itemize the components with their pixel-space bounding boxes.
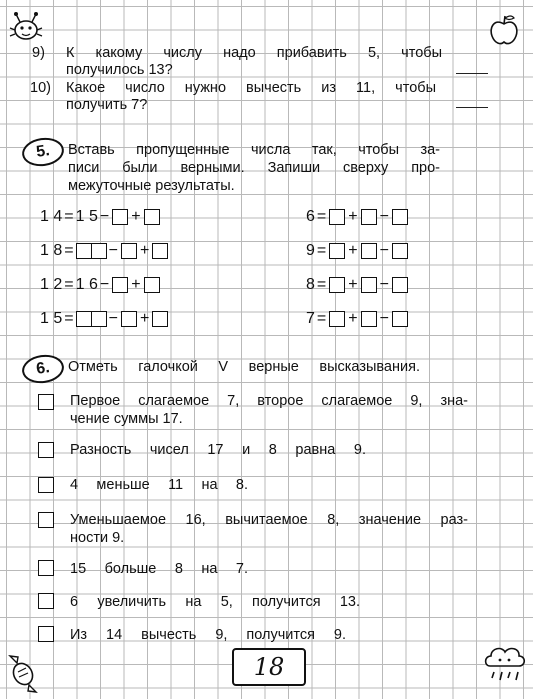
statement-1-line2: чение суммы 17.: [70, 411, 183, 427]
expr-right-4-eq: =: [316, 310, 327, 327]
expr-left-3-eq: =: [64, 276, 74, 293]
statement-4-line2: ности 9.: [70, 530, 125, 546]
task9-answer-line[interactable]: [456, 73, 488, 74]
expr-right-3-a: 8: [306, 276, 315, 293]
plus-sign: +: [348, 310, 358, 327]
answer-box[interactable]: [329, 311, 345, 327]
minus-sign: −: [99, 276, 110, 293]
answer-box[interactable]: [392, 311, 408, 327]
double-answer-box[interactable]: [76, 311, 107, 327]
statement-7-line1: Из 14 вычесть 9, получится 9.: [70, 627, 346, 643]
expr-right-1: [306, 206, 409, 228]
answer-box[interactable]: [329, 243, 345, 259]
expr-left-1-a: 1 4: [40, 208, 63, 225]
exercise5-badge: 5.: [20, 135, 65, 169]
minus-sign: −: [99, 208, 110, 225]
answer-box[interactable]: [112, 209, 128, 225]
expr-left-2: [40, 240, 169, 262]
minus-sign: −: [379, 310, 389, 327]
plus-sign: +: [348, 276, 358, 293]
bug-doodle-icon: [8, 10, 44, 44]
exercise6-title: Отметь галочкой V верные высказывания.: [68, 359, 420, 375]
answer-box[interactable]: [152, 311, 168, 327]
expr-right-2-eq: =: [316, 242, 327, 259]
exercise5-line3: межуточные результаты.: [68, 178, 235, 194]
task10-answer-line[interactable]: [456, 107, 488, 108]
answer-box[interactable]: [361, 209, 377, 225]
answer-box[interactable]: [112, 277, 128, 293]
expr-right-2-a: 9: [306, 242, 315, 259]
plus-sign: +: [139, 310, 150, 327]
statement-checkbox-3[interactable]: [38, 477, 54, 493]
expr-right-3: [306, 274, 409, 296]
expr-left-2-a: 1 8: [40, 242, 63, 259]
expr-left-4-eq: =: [64, 310, 74, 327]
task9-number: 9): [32, 45, 45, 61]
expr-left-2-eq: =: [64, 242, 74, 259]
plus-sign: +: [348, 242, 358, 259]
task9-line2: получилось 13?: [66, 62, 173, 78]
expr-left-1-b: 1 5: [75, 208, 98, 225]
minus-sign: −: [379, 208, 389, 225]
statement-checkbox-2[interactable]: [38, 442, 54, 458]
expr-right-1-eq: =: [316, 208, 327, 225]
task9-line1: К какому числу надо прибавить 5, чтобы: [66, 45, 442, 61]
expr-left-3-b: 1 6: [75, 276, 98, 293]
minus-sign: −: [108, 242, 118, 259]
expr-left-1: [40, 206, 161, 228]
answer-box[interactable]: [144, 277, 160, 293]
exercise5-line2: писи были верными. Запиши сверху про-: [68, 160, 440, 176]
page-number: 18: [232, 648, 306, 686]
double-answer-box[interactable]: [76, 243, 107, 259]
answer-box[interactable]: [121, 243, 137, 259]
statement-checkbox-4[interactable]: [38, 512, 54, 528]
statement-5-line1: 15 больше 8 на 7.: [70, 561, 248, 577]
cloud-rain-doodle-icon: [482, 640, 528, 696]
statement-6-line1: 6 увеличить на 5, получится 13.: [70, 594, 360, 610]
answer-box[interactable]: [361, 311, 377, 327]
minus-sign: −: [108, 310, 118, 327]
answer-box[interactable]: [361, 243, 377, 259]
plus-sign: +: [139, 242, 150, 259]
statement-checkbox-6[interactable]: [38, 593, 54, 609]
expr-right-3-eq: =: [316, 276, 327, 293]
answer-box[interactable]: [144, 209, 160, 225]
minus-sign: −: [379, 242, 389, 259]
expr-left-3-a: 1 2: [40, 276, 63, 293]
statement-checkbox-5[interactable]: [38, 560, 54, 576]
plus-sign: +: [348, 208, 358, 225]
plus-sign: +: [131, 208, 141, 225]
expr-left-4: [40, 308, 169, 330]
answer-box[interactable]: [392, 209, 408, 225]
plus-sign: +: [131, 276, 141, 293]
statement-2-line1: Разность чисел 17 и 8 равна 9.: [70, 442, 366, 458]
statement-checkbox-1[interactable]: [38, 394, 54, 410]
statement-4-line1: Уменьшаемое 16, вычитаемое 8, значение раз-: [70, 512, 468, 528]
answer-box[interactable]: [329, 277, 345, 293]
answer-box[interactable]: [329, 209, 345, 225]
candy-doodle-icon: [4, 650, 42, 696]
expr-left-4-a: 1 5: [40, 310, 63, 327]
statement-checkbox-7[interactable]: [38, 626, 54, 642]
expr-left-3: [40, 274, 161, 296]
minus-sign: −: [379, 276, 389, 293]
task10-line2: получить 7?: [66, 97, 148, 113]
expr-right-1-a: 6: [306, 208, 315, 225]
exercise6-badge: 6.: [20, 352, 65, 386]
answer-box[interactable]: [152, 243, 168, 259]
answer-box[interactable]: [392, 277, 408, 293]
expr-right-4: [306, 308, 409, 330]
statement-1-line1: Первое слагаемое 7, второе слагаемое 9, зна-: [70, 393, 468, 409]
apple-doodle-icon: [486, 12, 522, 48]
answer-box[interactable]: [121, 311, 137, 327]
task10-number: 10): [30, 80, 51, 96]
task10-line1: Какое число нужно вычесть из 11, чтобы: [66, 80, 436, 96]
answer-box[interactable]: [361, 277, 377, 293]
expr-left-1-eq: =: [64, 208, 74, 225]
exercise5-line1: Вставь пропущенные числа так, чтобы за-: [68, 142, 440, 158]
expr-right-4-a: 7: [306, 310, 315, 327]
statement-3-line1: 4 меньше 11 на 8.: [70, 477, 248, 493]
expr-right-2: [306, 240, 409, 262]
answer-box[interactable]: [392, 243, 408, 259]
